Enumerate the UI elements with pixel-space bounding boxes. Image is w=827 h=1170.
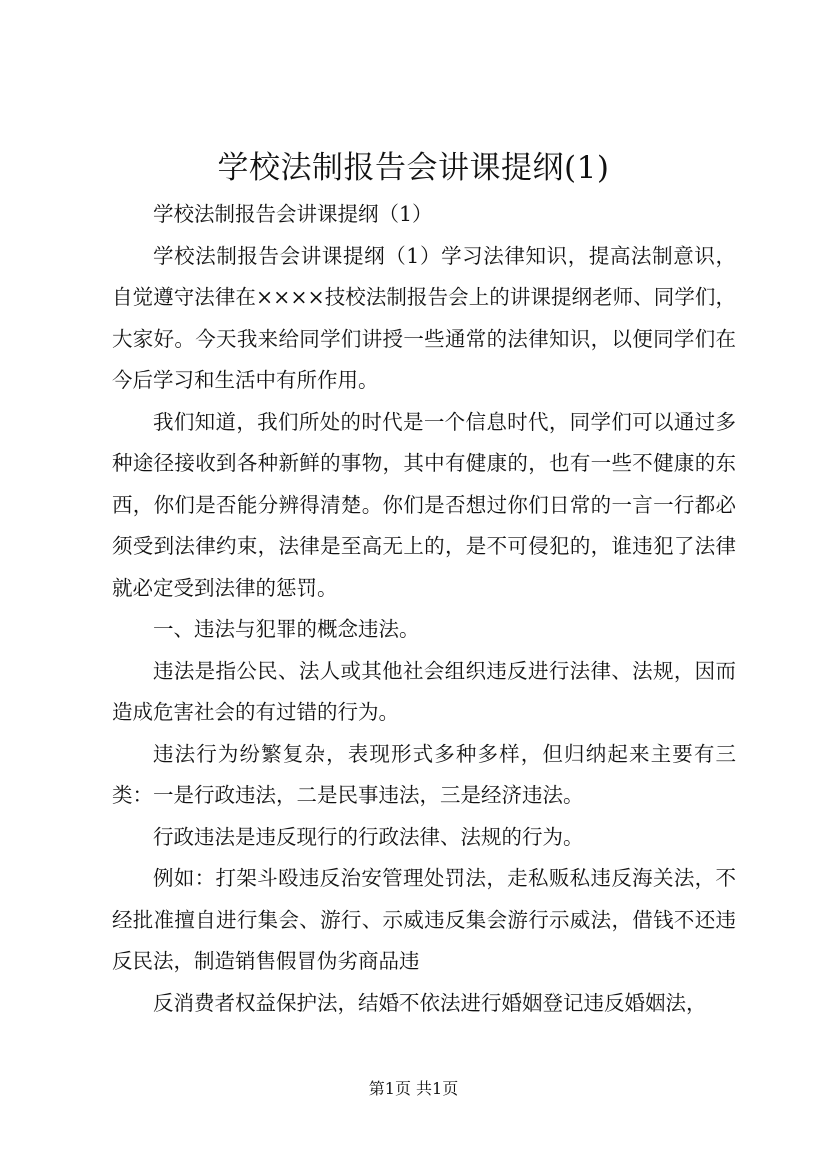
page-footer: 第1页 共1页 [368,1079,459,1098]
document-title: 学校法制报告会讲课提纲(1) [217,150,610,186]
section-heading: 一、违法与犯罪的概念违法。 [153,617,420,641]
paragraph-information-age: 我们知道，我们所处的时代是一个信息时代，同学们可以通过多种途径接收到各种新鲜的事物，其中有健康的，也有一些不健康的东西，你们是否能分辨得清楚。你们是否想过你们日常的一言一行都必须受到法律约束，法律是至高无上的，是不可侵犯的，谁违犯了法律就必定受到法律的惩罚。 [112,409,736,600]
paragraph-examples: 例如：打架斗殴违反治安管理处罚法，走私贩私违反海关法，不经批准擅自进行集会、游行、示威违反集会游行示威法，借钱不还违反民法，制造销售假冒伪劣商品违 [112,866,736,973]
paragraph-examples-continued: 反消费者权益保护法，结婚不依法进行婚姻登记违反婚姻法， [153,990,707,1015]
paragraph-administrative: 行政违法是违反现行的行政法律、法规的行为。 [153,824,584,849]
paragraph-definition: 违法是指公民、法人或其他社会组织违反进行法律、法规，因而造成危害社会的有过错的行为。 [112,658,736,724]
document-body [112,194,736,1024]
paragraph-intro: 学校法制报告会讲课提纲（1）学习法律知识，提高法制意识，自觉遵守法律在××××技校法制报告会上的讲课提纲老师、同学们，大家好。今天我来给同学们讲授一些通常的法律知识，以便同学们在今后学习和生活中有所作用。 [112,243,736,392]
paragraph-subtitle: 学校法制报告会讲课提纲（1） [153,202,433,226]
paragraph-types: 违法行为纷繁复杂，表现形式多种多样，但归纳起来主要有三类：一是行政违法，二是民事违法，三是经济违法。 [112,741,736,807]
